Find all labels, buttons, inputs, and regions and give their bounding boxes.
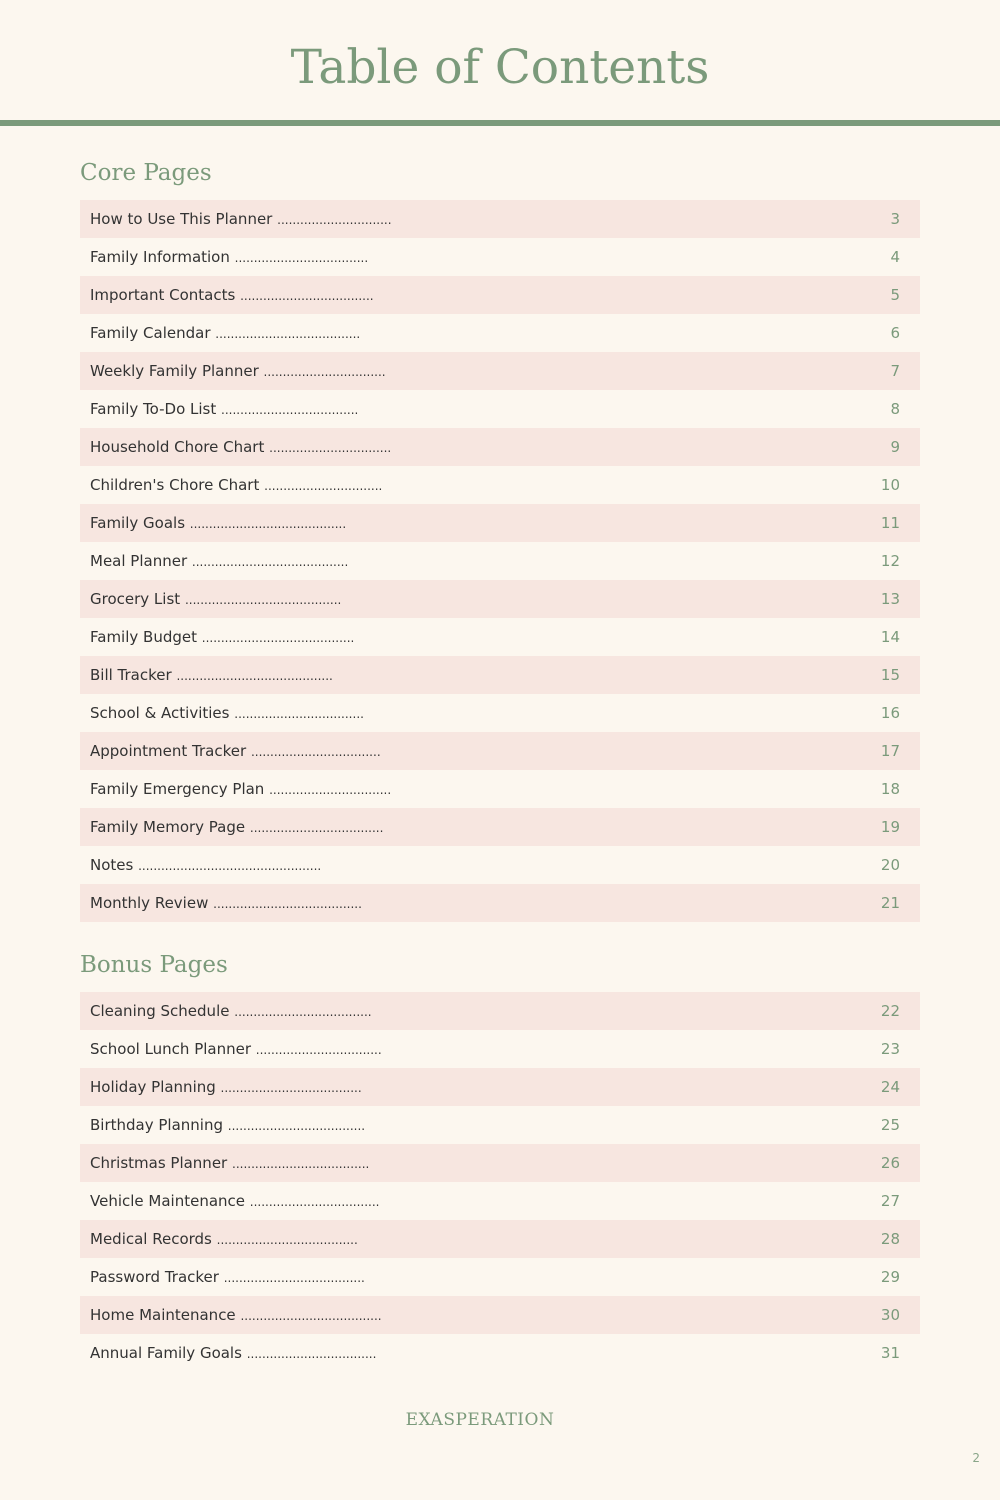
toc-page-number: 30 xyxy=(880,1306,900,1324)
toc-entry-label: Holiday Planning xyxy=(90,1078,216,1096)
toc-page-number: 14 xyxy=(880,628,900,646)
toc-entry-label: Important Contacts xyxy=(90,286,236,304)
toc-entry-row[interactable] xyxy=(80,808,920,846)
toc-entry xyxy=(90,1078,362,1096)
toc-entry xyxy=(90,1306,382,1324)
toc-page-number: 21 xyxy=(880,894,900,912)
toc-entry-row[interactable] xyxy=(80,1068,920,1106)
toc-entry-label: Children's Chore Chart xyxy=(90,476,260,494)
toc-entry-label: Family To-Do List xyxy=(90,400,217,418)
toc-entry-row[interactable] xyxy=(80,846,920,884)
toc-page-number: 4 xyxy=(890,248,900,266)
toc-entry-label: School & Activities xyxy=(90,704,230,722)
toc-dot-leader: .................................. xyxy=(250,745,381,759)
toc-dot-leader: ........................................ xyxy=(201,631,355,645)
toc-dot-leader: ...................................... xyxy=(215,327,361,341)
toc-page-number: 6 xyxy=(890,324,900,342)
toc-entry-row[interactable] xyxy=(80,732,920,770)
toc-dot-leader: .................................... xyxy=(234,1005,372,1019)
toc-entry xyxy=(90,324,360,342)
toc-dot-leader: .................................... xyxy=(221,403,359,417)
toc-dot-leader: ................................... xyxy=(249,821,384,835)
toc-page-number: 27 xyxy=(880,1192,900,1210)
toc-dot-leader: ......................................... xyxy=(184,593,342,607)
toc-entry xyxy=(90,476,382,494)
toc-entry-label: Monthly Review xyxy=(90,894,209,912)
toc-entry-row[interactable] xyxy=(80,428,920,466)
toc-entry-row[interactable] xyxy=(80,656,920,694)
toc-entry-row[interactable] xyxy=(80,1334,920,1372)
toc-page-number: 8 xyxy=(890,400,900,418)
toc-dot-leader: ......................................... xyxy=(176,669,333,683)
toc-entry xyxy=(90,400,358,418)
toc-entry-label: Password Tracker xyxy=(90,1268,219,1286)
toc-entry xyxy=(90,666,333,684)
toc-entry-row[interactable] xyxy=(80,1144,920,1182)
toc-page-number: 7 xyxy=(890,362,900,380)
core-pages-list xyxy=(80,200,920,922)
toc-entry-label: Grocery List xyxy=(90,590,181,608)
toc-dot-leader: ......................................... xyxy=(189,517,347,531)
toc-page-number: 17 xyxy=(880,742,900,760)
toc-page-number: 24 xyxy=(880,1078,900,1096)
toc-entry-label: Family Calendar xyxy=(90,324,211,342)
toc-entry xyxy=(90,1230,358,1248)
page-title: Table of Contents xyxy=(290,40,710,95)
toc-entry-label: Birthday Planning xyxy=(90,1116,223,1134)
toc-page-number: 15 xyxy=(880,666,900,684)
toc-entry xyxy=(90,1154,369,1172)
toc-dot-leader: .................................... xyxy=(227,1119,366,1133)
bonus-pages-list xyxy=(80,992,920,1372)
toc-entry xyxy=(90,210,392,228)
toc-entry-row[interactable] xyxy=(80,1030,920,1068)
toc-entry-label: Notes xyxy=(90,856,134,874)
toc-dot-leader: ..................................... xyxy=(223,1271,365,1285)
toc-page-number: 28 xyxy=(880,1230,900,1248)
toc-entry-row[interactable] xyxy=(80,618,920,656)
toc-dot-leader: ................................. xyxy=(255,1043,382,1057)
toc-entry-label: Weekly Family Planner xyxy=(90,362,259,380)
toc-entry-row[interactable] xyxy=(80,770,920,808)
toc-entry-row[interactable] xyxy=(80,884,920,922)
title-divider xyxy=(0,120,1000,126)
toc-entry-label: Vehicle Maintenance xyxy=(90,1192,246,1210)
brand-name: EXASPERATION xyxy=(405,1410,555,1430)
toc-dot-leader: ..................................... xyxy=(216,1233,358,1247)
toc-entry-row[interactable] xyxy=(80,1182,920,1220)
toc-page-number: 11 xyxy=(880,514,900,532)
toc-page-number: 26 xyxy=(880,1154,900,1172)
toc-entry-label: Bill Tracker xyxy=(90,666,172,684)
toc-dot-leader: ..................................... xyxy=(240,1309,382,1323)
toc-page-number: 29 xyxy=(880,1268,900,1286)
toc-entry-row[interactable] xyxy=(80,992,920,1030)
toc-entry xyxy=(90,1268,365,1286)
toc-page-number: 23 xyxy=(880,1040,900,1058)
toc-entry-row[interactable] xyxy=(80,276,920,314)
toc-entry-row[interactable] xyxy=(80,580,920,618)
toc-entry xyxy=(90,742,381,760)
toc-entry-row[interactable] xyxy=(80,1258,920,1296)
toc-entry-row[interactable] xyxy=(80,200,920,238)
toc-dot-leader: .................................. xyxy=(246,1347,377,1361)
toc-page-number: 31 xyxy=(880,1344,900,1362)
toc-entry-row[interactable] xyxy=(80,238,920,276)
toc-dot-leader: .................................. xyxy=(249,1195,380,1209)
toc-dot-leader: ......................................... xyxy=(191,555,349,569)
toc-page-number: 5 xyxy=(890,286,900,304)
toc-entry xyxy=(90,514,346,532)
toc-page-number: 19 xyxy=(880,818,900,836)
toc-page-number: 10 xyxy=(880,476,900,494)
toc-entry xyxy=(90,628,354,646)
toc-entry xyxy=(90,552,348,570)
toc-entry-row[interactable] xyxy=(80,504,920,542)
toc-page-number: 18 xyxy=(880,780,900,798)
toc-entry-label: Family Information xyxy=(90,248,230,266)
toc-dot-leader: ................................ xyxy=(263,365,386,379)
toc-dot-leader: .................................. xyxy=(234,707,364,721)
toc-entry xyxy=(90,1116,365,1134)
toc-page-number: 3 xyxy=(890,210,900,228)
toc-dot-leader: ................................ xyxy=(269,783,392,797)
toc-entry xyxy=(90,286,374,304)
toc-page-number: 20 xyxy=(880,856,900,874)
toc-page-number: 16 xyxy=(880,704,900,722)
toc-entry xyxy=(90,1192,380,1210)
toc-entry-label: How to Use This Planner xyxy=(90,210,273,228)
toc-entry xyxy=(90,1040,382,1058)
toc-entry-row[interactable] xyxy=(80,694,920,732)
toc-entry-label: Meal Planner xyxy=(90,552,188,570)
toc-dot-leader: .............................. xyxy=(277,213,392,227)
toc-entry-row[interactable] xyxy=(80,1296,920,1334)
toc-dot-leader: ............................... xyxy=(264,479,383,493)
page-number: 2 xyxy=(972,1451,980,1465)
toc-entry-label: Home Maintenance xyxy=(90,1306,236,1324)
toc-dot-leader: ....................................... xyxy=(213,897,362,911)
toc-entry xyxy=(90,248,368,266)
toc-entry-label: Family Emergency Plan xyxy=(90,780,265,798)
toc-page-number: 12 xyxy=(880,552,900,570)
toc-entry-label: Christmas Planner xyxy=(90,1154,228,1172)
toc-page-number: 9 xyxy=(890,438,900,456)
toc-entry-row[interactable] xyxy=(80,352,920,390)
toc-entry xyxy=(90,818,383,836)
toc-entry-label: Family Memory Page xyxy=(90,818,246,836)
toc-entry-row[interactable] xyxy=(80,542,920,580)
toc-entry xyxy=(90,438,391,456)
toc-dot-leader: ..................................... xyxy=(220,1081,362,1095)
toc-entry xyxy=(90,704,364,722)
toc-entry-label: Medical Records xyxy=(90,1230,212,1248)
toc-entry-row[interactable] xyxy=(80,314,920,352)
toc-page-number: 22 xyxy=(880,1002,900,1020)
toc-entry-row[interactable] xyxy=(80,466,920,504)
toc-entry-label: Appointment Tracker xyxy=(90,742,247,760)
toc-entry-row[interactable] xyxy=(80,390,920,428)
bonus-pages-heading: Bonus Pages xyxy=(80,952,228,978)
core-pages-heading: Core Pages xyxy=(80,160,212,186)
toc-entry-label: School Lunch Planner xyxy=(90,1040,252,1058)
toc-entry-row[interactable] xyxy=(80,1106,920,1144)
toc-page-number: 13 xyxy=(880,590,900,608)
toc-entry xyxy=(90,1344,376,1362)
toc-dot-leader: ................................... xyxy=(240,289,374,303)
toc-entry xyxy=(90,894,362,912)
toc-dot-leader: .................................... xyxy=(232,1157,370,1171)
toc-entry xyxy=(90,590,341,608)
toc-entry-label: Family Goals xyxy=(90,514,186,532)
toc-dot-leader: ................................... xyxy=(234,251,369,265)
toc-entry-row[interactable] xyxy=(80,1220,920,1258)
toc-entry-label: Annual Family Goals xyxy=(90,1344,242,1362)
toc-dot-leader: ................................................ xyxy=(138,859,322,873)
toc-entry xyxy=(90,362,386,380)
toc-entry xyxy=(90,856,321,874)
toc-entry-label: Family Budget xyxy=(90,628,197,646)
toc-dot-leader: ................................ xyxy=(269,441,392,455)
toc-page-number: 25 xyxy=(880,1116,900,1134)
toc-entry-label: Cleaning Schedule xyxy=(90,1002,230,1020)
toc-entry-label: Household Chore Chart xyxy=(90,438,265,456)
toc-entry xyxy=(90,1002,372,1020)
toc-entry xyxy=(90,780,391,798)
